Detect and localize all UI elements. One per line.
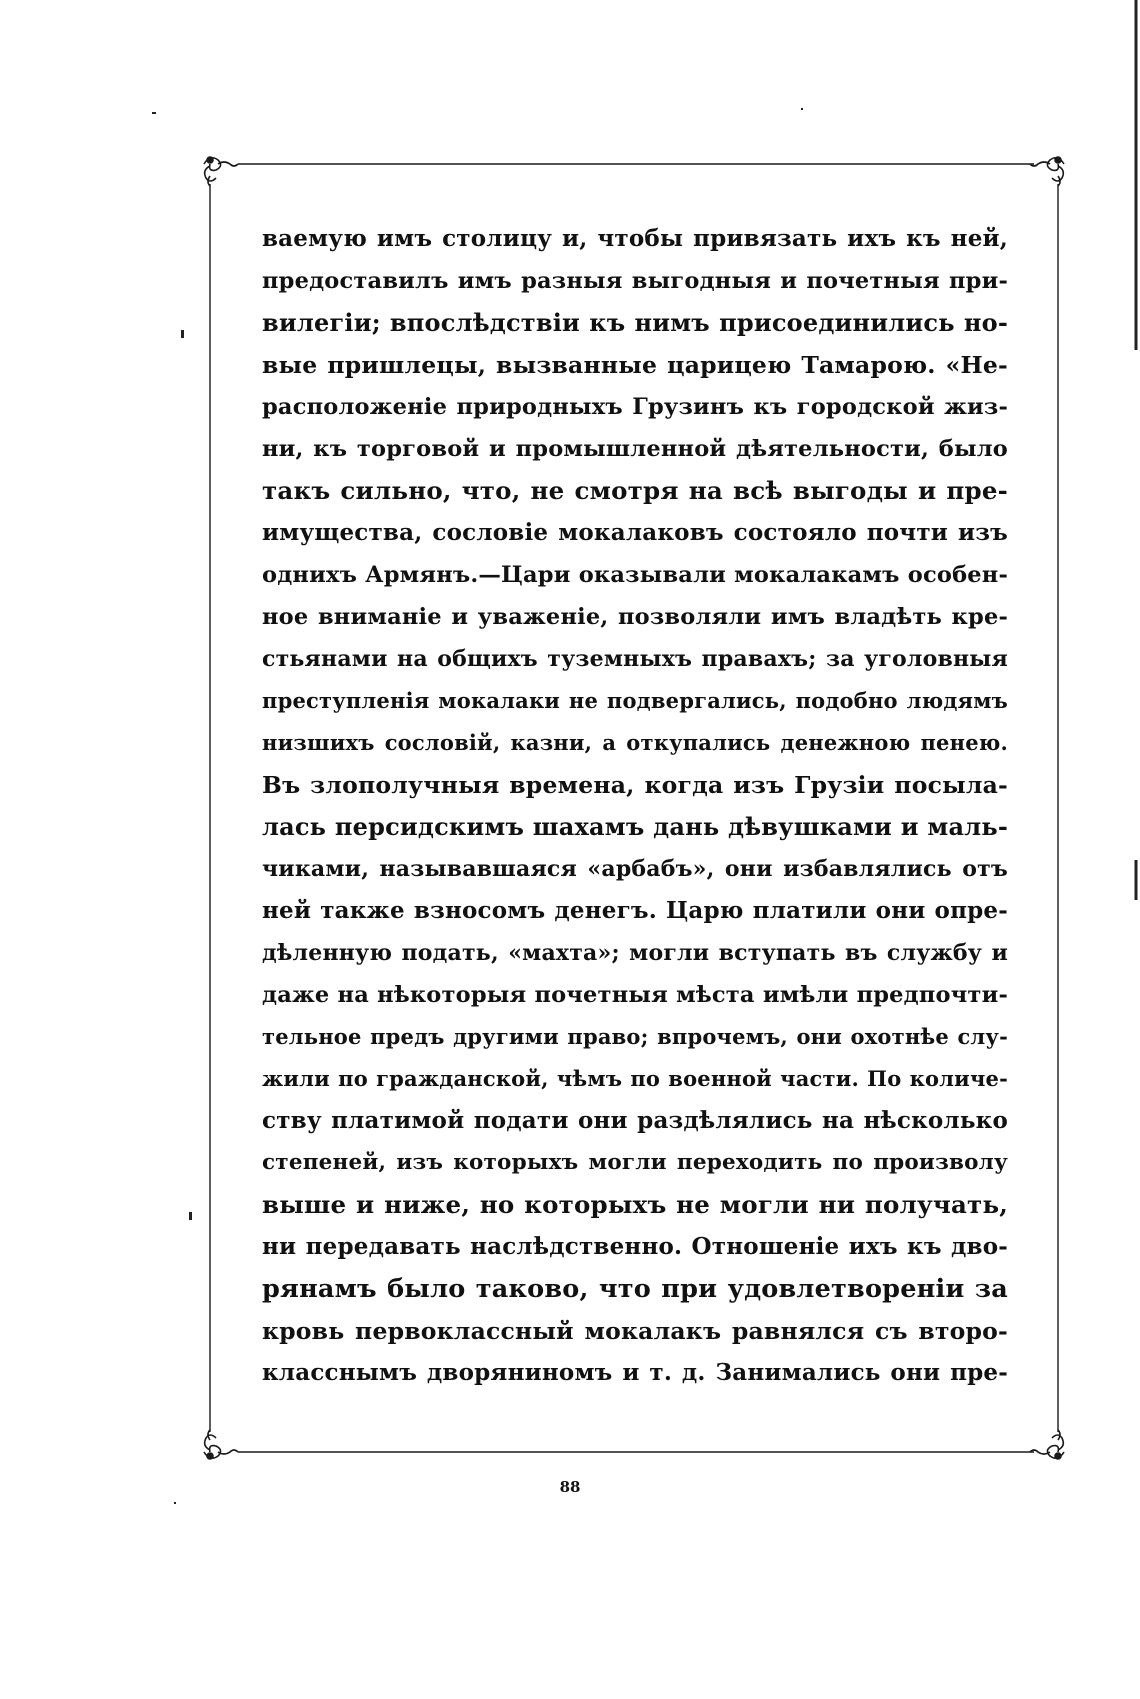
text-line: такъ сильно, что, не смотря на всѣ выгоды и пре- [262, 476, 1008, 505]
text-line: Въ злополучныя времена, когда изъ Грузіи посыла- [262, 771, 1008, 799]
page-number: 88 [559, 1478, 581, 1496]
text-line: низшихъ сословій, казни, а откупались денежною пенею. [262, 730, 1008, 755]
text-line: жили по гражданской, чѣмъ по военной части. По количе- [262, 1066, 1008, 1091]
scan-speck [181, 330, 184, 338]
scan-speck [801, 108, 803, 110]
text-line: предоставилъ имъ разныя выгодныя и почетныя при- [262, 268, 1008, 294]
top-left-flourish-icon [204, 157, 238, 186]
text-line: расположеніе природныхъ Грузинъ къ городской жиз- [262, 394, 1008, 420]
text-line: ное вниманіе и уваженіе, позволяли имъ владѣть кре- [262, 604, 1008, 630]
text-line: преступленія мокалаки не подвергались, подобно людямъ [262, 688, 1008, 713]
text-line: рянамъ было таково, что при удовлетвореніи за [262, 1274, 1008, 1304]
text-line: ству платимой подати они раздѣлялись на нѣсколько [262, 1107, 1008, 1134]
text-line: тельное предъ другими право; впрочемъ, они охотнѣе слу- [262, 1024, 1008, 1049]
text-line: стьянами на общихъ туземныхъ правахъ; за уголовныя [262, 646, 1008, 672]
text-line: вилегіи; впослѣдствіи къ нимъ присоединились но- [262, 308, 1008, 337]
text-line: чиками, называвшаяся «арбабъ», они избавлялись отъ [262, 856, 1008, 882]
text-line: имущества, сословіе мокалаковъ состояло почти изъ [262, 519, 1008, 546]
text-line: степеней, изъ которыхъ могли переходить по произволу [262, 1150, 1008, 1175]
bottom-left-flourish-icon [204, 1430, 238, 1459]
scan-speck [152, 112, 156, 114]
text-line: выше и ниже, но которыхъ не могли ни получать, [262, 1190, 1008, 1219]
text-line: ни, къ торговой и промышленной дѣятельности, было [262, 436, 1008, 462]
text-line: вые пришлецы, вызванные царицею Тамарою. «Не- [262, 351, 1008, 379]
text-line: ни передавать наслѣдственно. Отношеніе ихъ къ дво- [262, 1233, 1008, 1260]
scan-speck [174, 1502, 176, 1504]
body-text [262, 218, 1008, 1394]
bottom-right-flourish-icon [1030, 1430, 1064, 1459]
scan-speck [189, 1212, 192, 1220]
text-line: ней также взносомъ денегъ. Царю платили они опре- [262, 897, 1008, 924]
top-right-flourish-icon [1030, 157, 1064, 186]
text-line: лась персидскимъ шахамъ дань дѣвушками и маль- [262, 812, 1008, 841]
text-line: ваемую имъ столицу и, чтобы привязать ихъ къ ней, [262, 225, 1008, 252]
text-line: даже на нѣкоторыя почетныя мѣста имѣли предпочти- [262, 982, 1008, 1008]
text-line: дѣленную подать, «махта»; могли вступать въ службу и [262, 940, 1008, 966]
text-line: однихъ Армянъ.—Цари оказывали мокалакамъ особен- [262, 562, 1008, 588]
text-line: кровь первоклассный мокалакъ равнялся съ второ- [262, 1317, 1008, 1345]
text-line: класснымъ дворяниномъ и т. д. Занимались они пре- [262, 1359, 1008, 1386]
